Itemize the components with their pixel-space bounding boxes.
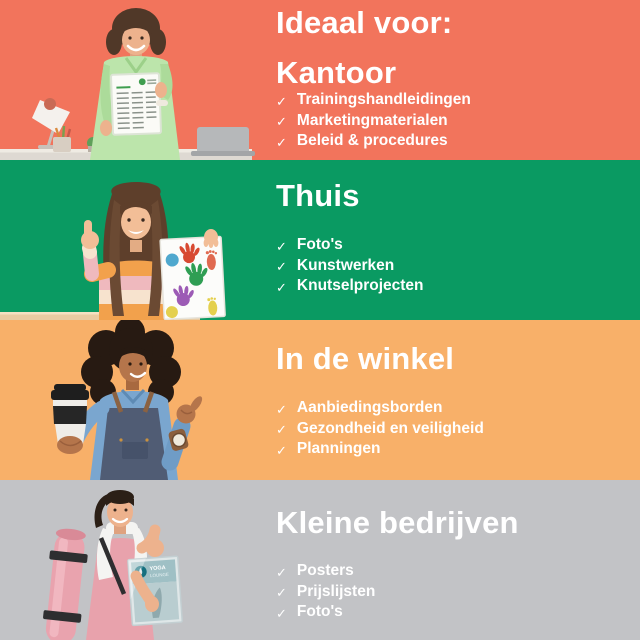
check-icon: ✓	[276, 93, 287, 109]
check-icon: ✓	[276, 422, 287, 438]
yoga-woman-illustration	[0, 480, 260, 640]
list-item-label: Aanbiedingsborden	[296, 399, 443, 416]
list-item	[276, 235, 424, 256]
list-item-label: Foto's	[296, 603, 343, 620]
check-icon: ✓	[276, 279, 287, 295]
photo-barista-woman	[0, 320, 260, 480]
barista-illustration	[0, 320, 260, 480]
section-bedrijven	[0, 480, 640, 640]
heading-thuis: Thuis	[276, 178, 360, 213]
kantoor-list	[276, 90, 471, 152]
check-icon: ✓	[276, 442, 287, 458]
heading-winkel: In de winkel	[276, 341, 455, 376]
winkel-list	[276, 398, 484, 460]
girl-artwork-illustration	[0, 160, 260, 320]
list-item-label: Marketingmaterialen	[296, 111, 448, 129]
page-title: Ideaal voor:	[276, 5, 453, 40]
office-woman-illustration	[0, 0, 260, 160]
list-item	[276, 276, 424, 297]
check-icon: ✓	[276, 134, 287, 150]
check-icon: ✓	[276, 259, 287, 275]
bedrijven-list	[276, 561, 375, 623]
list-item-label: Kunstwerken	[296, 256, 395, 274]
list-item	[276, 90, 471, 111]
list-item-label: Gezondheid en veiligheid	[296, 419, 484, 437]
list-item	[276, 256, 424, 277]
section-kantoor	[0, 0, 640, 160]
svg-text:LOUNGE: LOUNGE	[149, 571, 170, 579]
list-item-label: Trainingshandleidingen	[296, 91, 471, 108]
list-item	[276, 561, 375, 582]
list-item-label: Knutselprojecten	[296, 277, 424, 294]
list-item	[276, 439, 484, 460]
check-icon: ✓	[276, 401, 287, 417]
heading-kantoor: Kantoor	[276, 55, 397, 90]
list-item-label: Planningen	[296, 440, 381, 457]
list-item	[276, 602, 375, 623]
section-thuis	[0, 160, 640, 320]
thuis-list	[276, 235, 424, 297]
photo-girl-artwork	[0, 160, 260, 320]
list-item	[276, 398, 484, 419]
check-icon: ✓	[276, 238, 287, 254]
heading-bedrijven: Kleine bedrijven	[276, 505, 519, 540]
list-item-label: Beleid & procedures	[296, 132, 448, 149]
list-item-label: Foto's	[296, 236, 343, 253]
list-item	[276, 111, 471, 132]
photo-yoga-woman	[0, 480, 260, 640]
list-item	[276, 582, 375, 603]
check-icon: ✓	[276, 605, 287, 621]
list-item	[276, 419, 484, 440]
list-item	[276, 131, 471, 152]
check-icon: ✓	[276, 585, 287, 601]
list-item-label: Prijslijsten	[296, 582, 376, 600]
section-winkel	[0, 320, 640, 480]
svg-text:YOGA: YOGA	[149, 565, 166, 573]
check-icon: ✓	[276, 564, 287, 580]
list-item-label: Posters	[296, 562, 354, 579]
check-icon: ✓	[276, 114, 287, 130]
photo-office-woman	[0, 0, 260, 160]
